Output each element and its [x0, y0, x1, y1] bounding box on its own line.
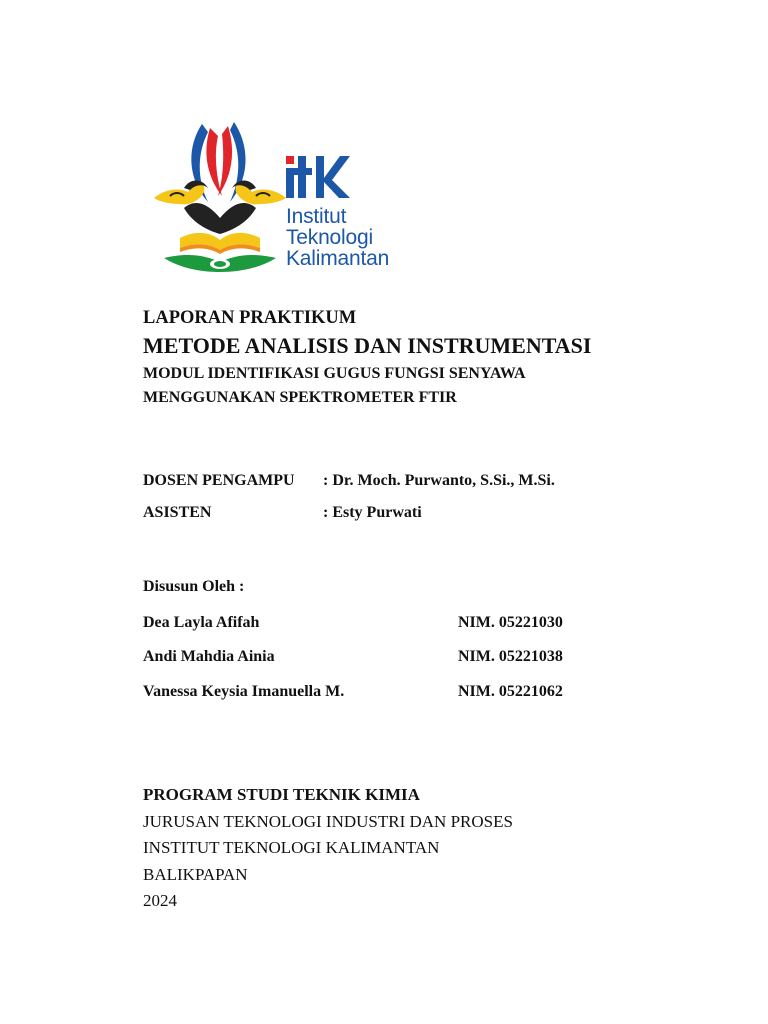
- module-title-line1: MODUL IDENTIFIKASI GUGUS FUNGSI SENYAWA: [143, 365, 526, 382]
- author-name: Dea Layla Afifah: [143, 614, 260, 631]
- itk-dot-icon: [286, 156, 294, 164]
- institute-name: INSTITUT TEKNOLOGI KALIMANTAN: [143, 838, 440, 857]
- report-type: LAPORAN PRAKTIKUM: [143, 308, 357, 328]
- author-nim: NIM. 05221062: [458, 683, 563, 700]
- dosen-value: : Dr. Moch. Purwanto, S.Si., M.Si.: [323, 472, 555, 489]
- author-name: Vanessa Keysia Imanuella M.: [143, 683, 345, 700]
- author-nim: NIM. 05221030: [458, 614, 563, 631]
- asisten-value: : Esty Purwati: [323, 504, 422, 521]
- module-title-line2: MENGGUNAKAN SPEKTROMETER FTIR: [143, 389, 457, 406]
- author-name: Andi Mahdia Ainia: [143, 648, 275, 665]
- author-nim: NIM. 05221038: [458, 648, 563, 665]
- report-cover-page: Institut Teknologi Kalimantan LAPORAN PRAKTIKUM METODE ANALISIS DAN INSTRUMENTASI MODUL IDENTIFIKASI GUGUS FUNGSI SENYAWA MENGGUNAKAN SPEKTROMETER FTIR DOSEN PENGAMPU : Dr. Moch. Purwanto, S.Si., M.Si. ASISTEN : Esty Purwati Disusun Oleh : Dea Layla Afifah NIM. 05221030 Andi Mahdia Ainia NIM. 05221038 Vanessa Keysia Imanuella M. NIM. 05221062 PROGRAM STUDI TEKNIK KIMIA JURUSAN TEKNOLOGI INDUSTRI DAN PROSES INSTITUT TEKNOLOGI KALIMANTAN BALIKPAPAN 2024: [0, 0, 768, 1024]
- logo-name-line1: Institut: [286, 205, 347, 228]
- asisten-label: ASISTEN: [143, 504, 212, 521]
- itk-logo: [150, 118, 390, 280]
- logo-name-line2: Teknologi: [286, 226, 373, 249]
- report-title-block: [143, 306, 663, 410]
- itk-logo-name: [286, 206, 389, 269]
- program-name: PROGRAM STUDI TEKNIK KIMIA: [143, 785, 420, 804]
- city-name: BALIKPAPAN: [143, 864, 248, 884]
- department-name: JURUSAN TEKNOLOGI INDUSTRI DAN PROSES: [143, 811, 513, 831]
- report-year: 2024: [143, 891, 177, 910]
- logo-name-line3: Kalimantan: [286, 247, 390, 270]
- dosen-label: DOSEN PENGAMPU: [143, 472, 295, 489]
- course-title: METODE ANALISIS DAN INSTRUMENTASI: [143, 333, 592, 358]
- institution-footer: [143, 782, 513, 915]
